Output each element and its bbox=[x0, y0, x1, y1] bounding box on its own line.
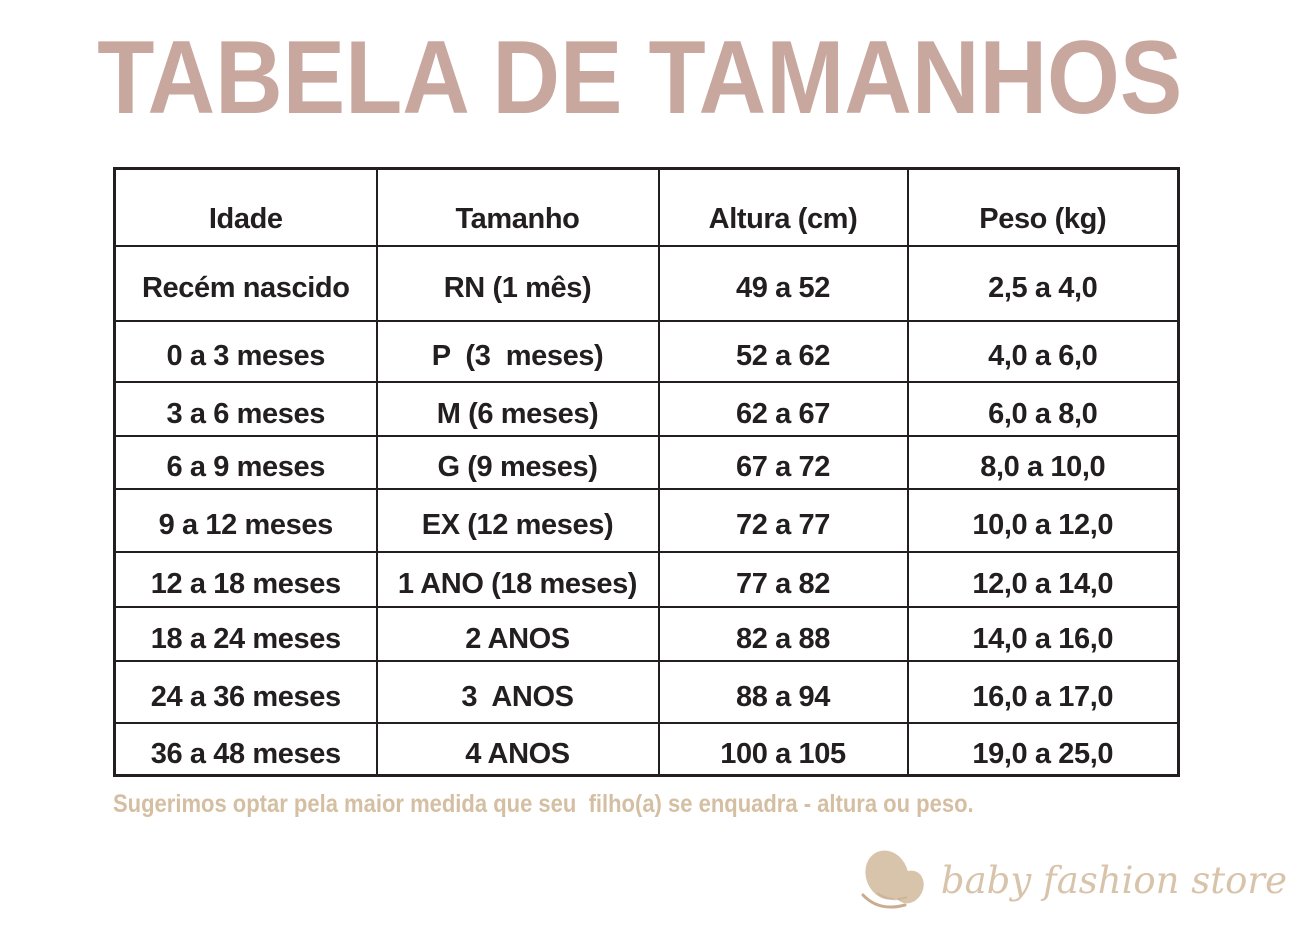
table-cell: 10,0 a 12,0 bbox=[908, 489, 1179, 552]
column-header: Idade bbox=[115, 169, 377, 246]
table-cell: 88 a 94 bbox=[659, 661, 908, 723]
table-row bbox=[115, 552, 1179, 607]
table-cell: P (3 meses) bbox=[377, 321, 659, 382]
table-row bbox=[115, 607, 1179, 661]
table-cell: 67 a 72 bbox=[659, 436, 908, 489]
table-cell: 8,0 a 10,0 bbox=[908, 436, 1179, 489]
table-cell: 12 a 18 meses bbox=[115, 552, 377, 607]
column-header: Tamanho bbox=[377, 169, 659, 246]
table-cell: 18 a 24 meses bbox=[115, 607, 377, 661]
table-cell: Recém nascido bbox=[115, 246, 377, 321]
table-cell: 3 a 6 meses bbox=[115, 382, 377, 436]
table-row bbox=[115, 661, 1179, 723]
table-cell: 12,0 a 14,0 bbox=[908, 552, 1179, 607]
table-cell: 1 ANO (18 meses) bbox=[377, 552, 659, 607]
table-cell: 24 a 36 meses bbox=[115, 661, 377, 723]
butterfly-icon bbox=[857, 845, 933, 915]
table-cell: 100 a 105 bbox=[659, 723, 908, 776]
table-cell: G (9 meses) bbox=[377, 436, 659, 489]
table-row bbox=[115, 489, 1179, 552]
table-cell: M (6 meses) bbox=[377, 382, 659, 436]
table-cell: 0 a 3 meses bbox=[115, 321, 377, 382]
table-cell: 77 a 82 bbox=[659, 552, 908, 607]
table-row bbox=[115, 246, 1179, 321]
table-row bbox=[115, 436, 1179, 489]
table-cell: 9 a 12 meses bbox=[115, 489, 377, 552]
header-row bbox=[115, 169, 1179, 246]
page-title-band bbox=[0, 20, 1295, 136]
table-cell: EX (12 meses) bbox=[377, 489, 659, 552]
table-cell: 2 ANOS bbox=[377, 607, 659, 661]
table-cell: 16,0 a 17,0 bbox=[908, 661, 1179, 723]
table-body bbox=[115, 246, 1179, 776]
table-cell: 82 a 88 bbox=[659, 607, 908, 661]
table-cell: 14,0 a 16,0 bbox=[908, 607, 1179, 661]
page-title: TABELA DE TAMANHOS bbox=[96, 20, 1182, 136]
table-row bbox=[115, 723, 1179, 776]
column-header: Altura (cm) bbox=[659, 169, 908, 246]
brand-logo bbox=[857, 845, 1287, 915]
table-cell: 72 a 77 bbox=[659, 489, 908, 552]
table-cell: 6 a 9 meses bbox=[115, 436, 377, 489]
table-row bbox=[115, 321, 1179, 382]
table-cell: 3 ANOS bbox=[377, 661, 659, 723]
table-cell: RN (1 mês) bbox=[377, 246, 659, 321]
brand-name: baby fashion store bbox=[940, 858, 1287, 902]
footer-note: Sugerimos optar pela maior medida que seu filho(a) se enquadra - altura ou peso. bbox=[113, 790, 974, 818]
table-cell: 19,0 a 25,0 bbox=[908, 723, 1179, 776]
table-cell: 4,0 a 6,0 bbox=[908, 321, 1179, 382]
table-cell: 49 a 52 bbox=[659, 246, 908, 321]
table-cell: 62 a 67 bbox=[659, 382, 908, 436]
table-cell: 6,0 a 8,0 bbox=[908, 382, 1179, 436]
table-cell: 2,5 a 4,0 bbox=[908, 246, 1179, 321]
table-row bbox=[115, 382, 1179, 436]
table-cell: 4 ANOS bbox=[377, 723, 659, 776]
size-table bbox=[113, 167, 1180, 777]
column-header: Peso (kg) bbox=[908, 169, 1179, 246]
table-cell: 36 a 48 meses bbox=[115, 723, 377, 776]
table-cell: 52 a 62 bbox=[659, 321, 908, 382]
